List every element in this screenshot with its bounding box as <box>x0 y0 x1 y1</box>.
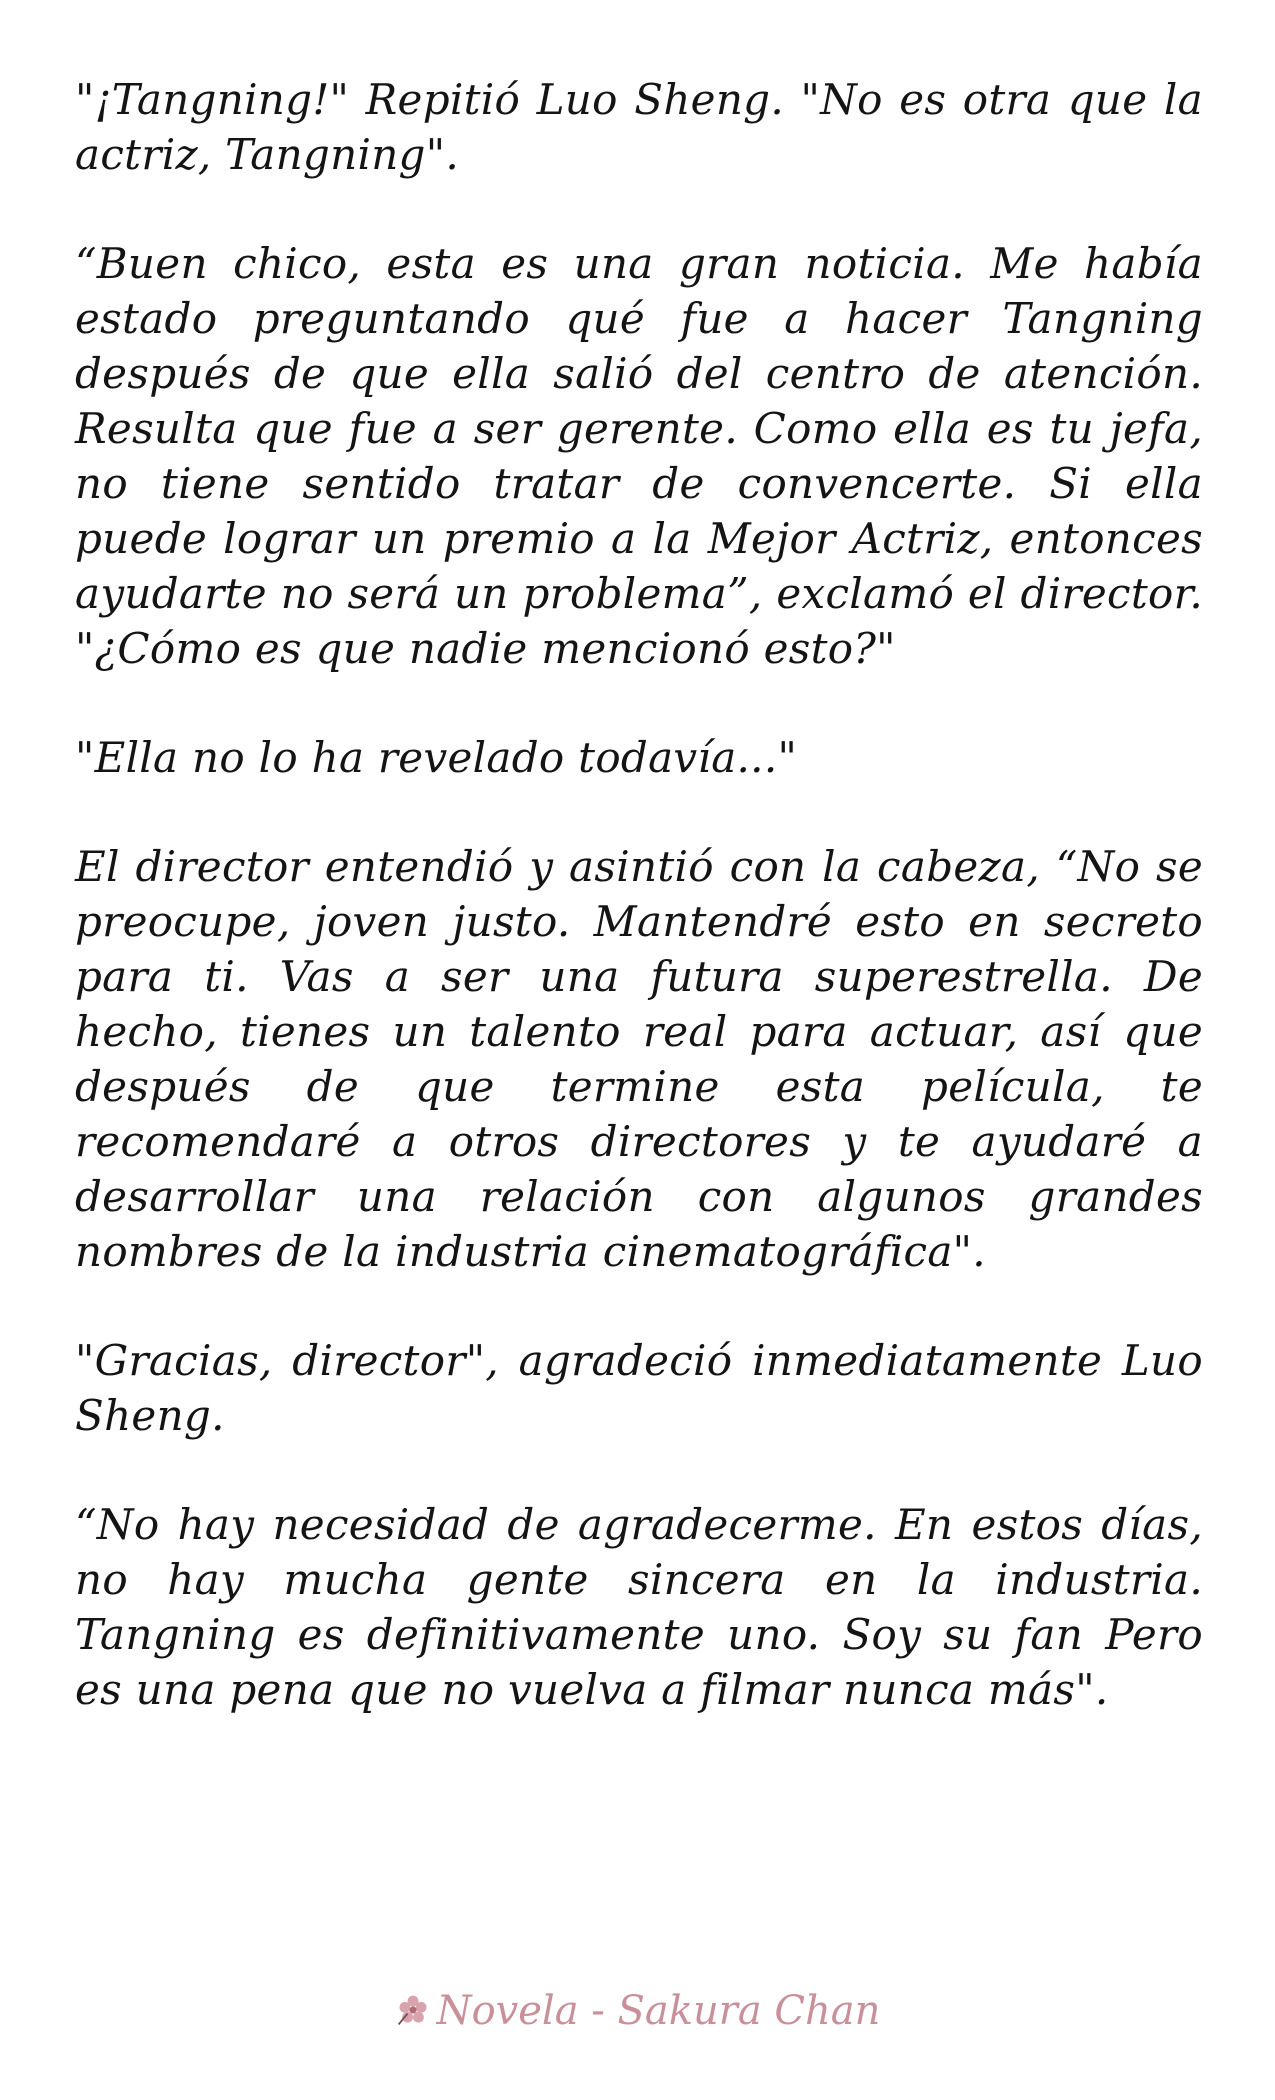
document-body <box>75 72 1203 1771</box>
paragraph-5: "Gracias, director", agradeció inmediatamente Luo Sheng. <box>75 1336 1203 1440</box>
paragraph-1: "¡Tangning!" Repitió Luo Sheng. "No es otra que la actriz, Tangning". <box>75 75 1203 179</box>
watermark <box>0 1988 1275 2034</box>
paragraph-2: “Buen chico, esta es una gran noticia. Me había estado preguntando qué fue a hacer Tangning después de que ella salió del centro de atención. Resulta que fue a ser gerente. Como ella es tu jefa, no tiene sentido tratar de convencerte. Si ella puede lograr un premio a la Mejor Actriz, entonces ayudarte no será un problema”, exclamó el director. "¿Cómo es que nadie mencionó esto?" <box>75 239 1203 673</box>
paragraph-4: El director entendió y asintió con la cabeza, “No se preocupe, joven justo. Mantendré esto en secreto para ti. Vas a ser una futura superestrella. De hecho, tienes un talento real para actuar, así que después de que termine esta película, te recomendaré a otros directores y te ayudaré a desarrollar una relación con algunos grandes nombres de la industria cinematográfica". <box>75 842 1203 1276</box>
sakura-blossom-icon <box>395 1992 431 2028</box>
paragraph-3: "Ella no lo ha revelado todavía..." <box>75 733 798 782</box>
paragraph-6: “No hay necesidad de agradecerme. En estos días, no hay mucha gente sincera en la industria. Tangning es definitivamente uno. Soy su fan Pero es una pena que no vuelva a filmar nunca más". <box>75 1500 1203 1714</box>
watermark-text: Novela - Sakura Chan <box>436 1988 881 2034</box>
